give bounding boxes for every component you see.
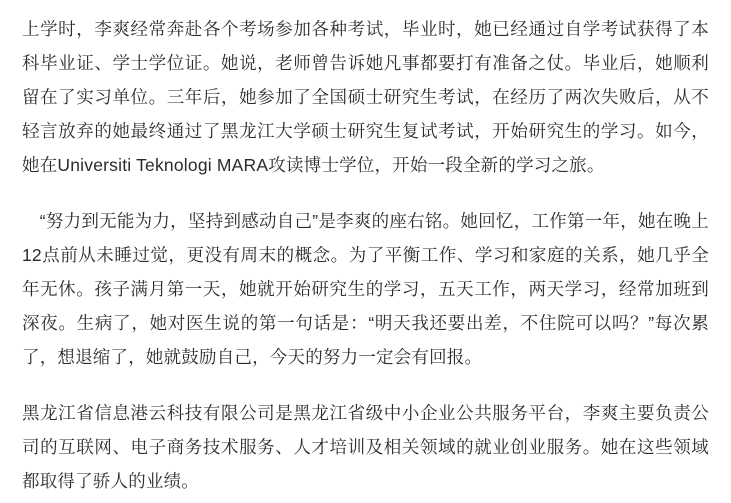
paragraph-3: 黑龙江省信息港云科技有限公司是黑龙江省级中小企业公共服务平台，李爽主要负责公司的互联网、电子商务技术服务、人才培训及相关领域的就业创业服务。她在这些领域都取得了骄人的业绩。 [22,403,709,491]
paragraph-1: 上学时，李爽经常奔赴各个考场参加各种考试，毕业时，她已经通过自学考试获得了本科毕业证、学士学位证。她说，老师曾告诉她凡事都要打有准备之仗。毕业后，她顺利留在了实习单位。三年后，她参加了全国硕士研究生考试，在经历了两次失败后，从不轻言放弃的她最终通过了黑龙江大学硕士研究生复试考试，开始研究生的学习。如今，她在Universiti Teknologi MARA攻读博士学位，开始一段全新的学习之旅。 [22,19,709,175]
paragraph-2: “努力到无能为力，坚持到感动自己”是李爽的座右铭。她回忆，工作第一年，她在晚上12点前从未睡过觉，更没有周末的概念。为了平衡工作、学习和家庭的关系，她几乎全年无休。孩子满月第一天，她就开始研究生的学习，五天工作，两天学习，经常加班到深夜。生病了，她对医生说的第一句话是：“明天我还要出差，不住院可以吗？”每次累了，想退缩了，她就鼓励自己，今天的努力一定会有回报。 [22,211,709,367]
